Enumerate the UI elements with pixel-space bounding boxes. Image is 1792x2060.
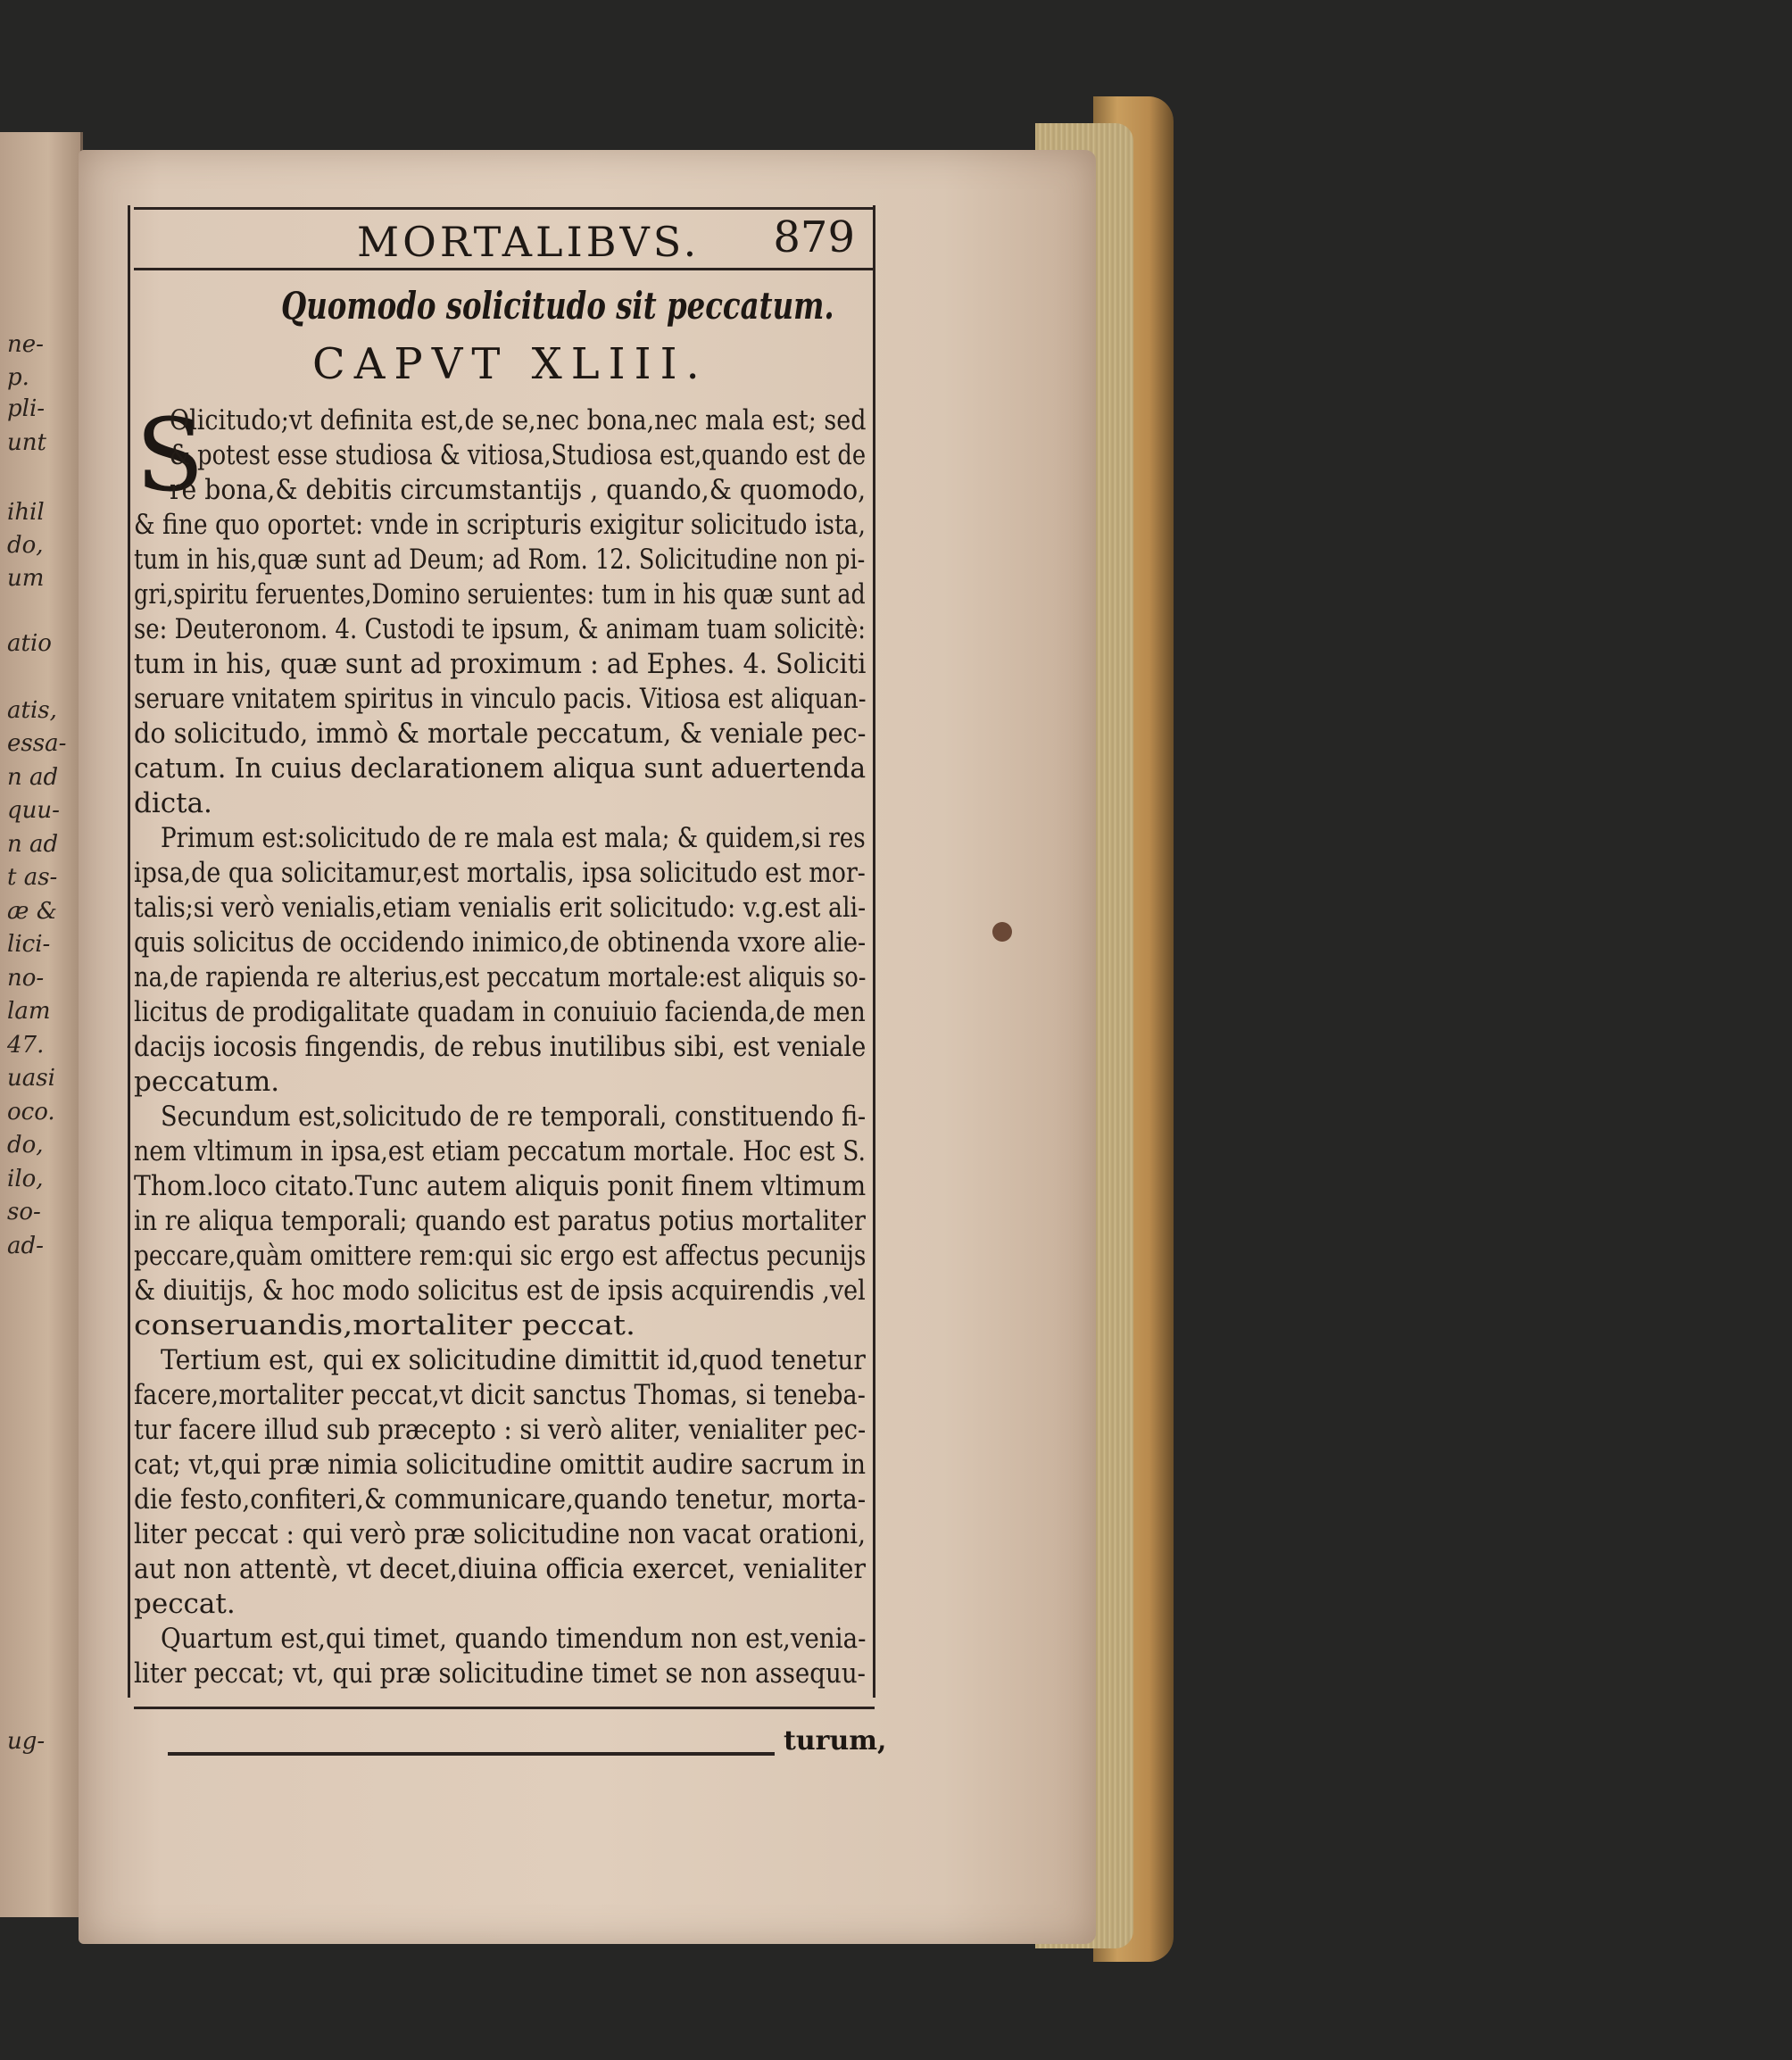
margin-fragment: quu- [7, 797, 60, 824]
margin-fragment: ug- [7, 1728, 46, 1755]
text-line: dacijs iocosis fingendis, de rebus inutilibus sibi, est veniale [134, 1031, 867, 1063]
margin-fragment: t as- [7, 864, 58, 891]
text-line: gri,spiritu feruentes,Domino seruientes: tum in his quæ sunt ad [134, 578, 866, 611]
text-line: re bona,& debitis circumstantijs , quando,& quomodo, [170, 474, 867, 506]
text-line: licitus de prodigalitate quadam in conuiuio facienda,de men [134, 996, 866, 1028]
margin-fragment: ne- [7, 331, 44, 358]
text-line: cat; vt,qui præ nimia solicitudine omittit audire sacrum in [134, 1449, 867, 1481]
margin-fragment: so- [7, 1199, 41, 1225]
margin-fragment: n ad [7, 831, 59, 858]
catchword: turum, [784, 1725, 887, 1757]
margin-fragment: um [7, 565, 45, 592]
drop-cap: S [136, 398, 204, 514]
margin-fragment: do, [7, 1132, 44, 1159]
chapter-heading: Quomodo solicitudo sit peccatum. [281, 284, 834, 328]
text-line: na,de rapienda re alterius,est peccatum mortale:est aliquis so- [134, 961, 867, 993]
text-line: seruare vnitatem spiritus in vinculo pacis. Vitiosa est aliquan- [134, 683, 867, 715]
text-line: dicta. [134, 787, 212, 819]
text-line: Olicitudo;vt definita est,de se,nec bona,nec mala est; sed [170, 404, 867, 436]
margin-fragment: atis, [7, 697, 57, 724]
left-page-edge [0, 132, 83, 1917]
text-line: conseruandis,mortaliter peccat. [134, 1309, 636, 1341]
text-line: quis solicitus de occidendo inimico,de obtinenda vxore alie- [134, 926, 867, 959]
text-line: tur facere illud sub præcepto : si verò aliter, venialiter pec- [134, 1414, 867, 1446]
text-line: in re aliqua temporali; quando est paratus potius mortaliter [134, 1205, 866, 1237]
margin-fragment: unt [7, 429, 46, 456]
text-line: Thom.loco citato.Tunc autem aliquis ponit finem vltimum [134, 1170, 867, 1202]
margin-fragment: æ & [7, 898, 57, 925]
margin-fragment: 47. [7, 1032, 45, 1059]
frame-top-rule [134, 207, 875, 210]
text-line: Quartum est,qui timet, quando timendum non est,venia- [161, 1623, 867, 1655]
page-number: 879 [773, 212, 855, 262]
text-line: tum in his,quæ sunt ad Deum; ad Rom. 12. Solicitudine non pi- [134, 544, 866, 576]
text-line: liter peccat; vt, qui præ solicitudine timet se non assequu- [134, 1657, 867, 1690]
text-line: Secundum est,solicitudo de re temporali, constituendo fi- [161, 1101, 867, 1133]
text-line: peccatum. [134, 1066, 280, 1098]
margin-fragment: lam [7, 998, 51, 1025]
running-head [134, 212, 875, 270]
text-line: Primum est:solicitudo de re mala est mala; & quidem,si res [161, 822, 866, 854]
margin-fragment: ad- [7, 1233, 44, 1259]
margin-fragment: oco. [7, 1099, 55, 1126]
margin-fragment: essa- [7, 730, 67, 757]
text-line: aut non attentè, vt decet,diuina officia exercet, venialiter [134, 1553, 867, 1585]
text-line: do solicitudo, immò & mortale peccatum, & veniale pec- [134, 718, 867, 750]
text-line: & diuitijs, & hoc modo solicitus est de ipsis acquirendis ,vel [134, 1275, 866, 1307]
margin-fragment: ilo, [7, 1166, 44, 1192]
margin-fragment: n ad [7, 764, 59, 791]
margin-fragment: uasi [7, 1065, 55, 1092]
text-line: catum. In cuius declarationem aliqua sunt aduertenda [134, 752, 867, 785]
bottom-rule [134, 1707, 875, 1709]
paper-stain [992, 922, 1012, 942]
margin-fragment: do, [7, 532, 44, 559]
text-line: & potest esse studiosa & vitiosa,Studiosa est,quando est de [170, 439, 867, 471]
text-line: facere,mortaliter peccat,vt dicit sanctus Thomas, si teneba- [134, 1379, 866, 1411]
text-line: se: Deuteronom. 4. Custodi te ipsum, & animam tuam solicitè: [134, 613, 867, 645]
text-line: talis;si verò venialis,etiam venialis erit solicitudo: v.g.est ali- [134, 892, 867, 924]
text-line: peccare,quàm omittere rem:qui sic ergo est affectus pecunijs [134, 1240, 867, 1272]
text-line: & fine quo oportet: vnde in scripturis exigitur solicitudo ista, [134, 509, 866, 541]
text-line: peccat. [134, 1588, 236, 1620]
running-title: MORTALIBVS. [357, 218, 701, 266]
margin-fragment: atio [7, 630, 52, 657]
margin-fragment: p. [7, 364, 29, 391]
text-line: ipsa,de qua solicitamur,est mortalis, ipsa solicitudo est mor- [134, 857, 866, 889]
margin-fragment: pli- [7, 395, 46, 422]
text-line: die festo,confiteri,& communicare,quando tenetur, morta- [134, 1483, 867, 1516]
text-line: Tertium est, qui ex solicitudine dimittit id,quod tenetur [161, 1344, 866, 1376]
chapter-number: CAPVT XLIII. [312, 339, 709, 389]
text-line: tum in his, quæ sunt ad proximum : ad Ephes. 4. Soliciti [134, 648, 867, 680]
text-line: liter peccat : qui verò præ solicitudine non vacat orationi, [134, 1518, 867, 1550]
margin-fragment: no- [7, 965, 45, 992]
margin-fragment: lici- [7, 931, 51, 958]
margin-fragment: ihil [7, 499, 45, 526]
catchword-rule [168, 1752, 775, 1756]
text-line: nem vltimum in ipsa,est etiam peccatum mortale. Hoc est S. [134, 1135, 866, 1167]
